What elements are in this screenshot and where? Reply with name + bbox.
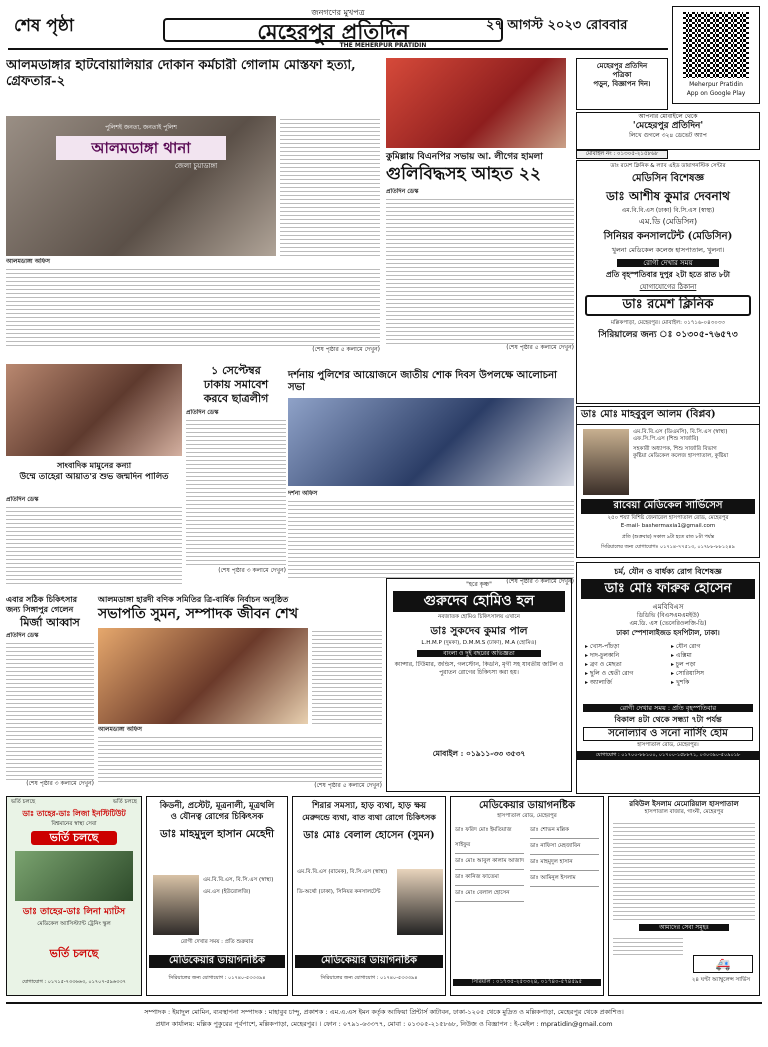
mirza-byline: প্রতিদিন ডেস্ক bbox=[6, 631, 39, 639]
ad-medicare-doctors bbox=[455, 823, 599, 902]
qr-code-icon[interactable] bbox=[683, 12, 749, 78]
ad-belal-center: মেডিকেয়ার ডায়াগনষ্টিক bbox=[295, 955, 443, 968]
tagline: জনগণের মুখপত্র bbox=[311, 8, 365, 17]
ad-ashish bbox=[576, 160, 760, 404]
ad-homeo-sub: নবজাতক হোমিও চিকিৎসালয় এখানে bbox=[438, 614, 520, 620]
ad-liza-banner: ভর্তি চলছে bbox=[31, 831, 117, 845]
ad-hospital-sub: হাসপাতাল বাজার, গাংনী, মেহেরপুর bbox=[644, 808, 724, 815]
ad-hospital bbox=[608, 796, 760, 996]
ad-homeo-body: ক্যান্সার, টিউমার, জন্ডিস, গলস্টোন, কিডনি, মৃগী সহ যাবতীয় জটিল ও পুরাতন রোগের চিকিৎসা করা হয়। bbox=[394, 661, 564, 677]
ad-faruk-clinic: সনোল্যাব ও সনো নার্সিং হোম bbox=[583, 727, 753, 742]
ad-ashish-deg: এম.বি.বি.এস (ঢাকা) বি.সি.এস (স্বাস্থ্য) bbox=[621, 207, 715, 215]
ambulance-icon: 🚑 bbox=[693, 955, 753, 973]
newspaper-subtitle: THE MEHERPUR PRATIDIN bbox=[339, 42, 427, 49]
ad-homeo-phone: মোবাইল : ০১৯১১-৩৩ ৩৫৩৭ bbox=[432, 749, 526, 759]
birthday-byline: প্রতিদিন ডেস্ক bbox=[6, 496, 39, 503]
ad-hospital-service-label: আমাদের সেবা সমূহঃ bbox=[639, 924, 729, 932]
lead-story bbox=[6, 58, 382, 114]
ad-faruk-deg: এমবিবিএস bbox=[652, 603, 684, 612]
app-promo-l2: 'মেহেরপুর প্রতিদিন' bbox=[632, 120, 704, 131]
treatment-item: ▸ এক্সিমা bbox=[671, 651, 692, 659]
ad-hospital-ambulance: ২৪ ঘণ্টা অ্যাম্বুলেন্স সার্ভিস bbox=[691, 977, 751, 983]
birthday-photo bbox=[6, 364, 182, 456]
ad-mehedi-deg2: এম.এস (ইউরোলজি) bbox=[203, 889, 251, 895]
ad-ashish-addr-label: যোগাযোগের ঠিকানা bbox=[639, 282, 697, 291]
ad-mehedi-phone: সিরিয়ালের জন্য যোগাযোগ : ০১৭৪০-৫৩৩৩৯৪ bbox=[168, 975, 266, 981]
newspaper-title: মেহেরপুর প্রতিদিন bbox=[163, 18, 503, 42]
comilla-kicker: কুমিল্লায় বিএনপির সভায় আ. লীগের হামলা bbox=[386, 152, 543, 162]
mirza-story bbox=[6, 594, 94, 788]
comilla-photo bbox=[386, 58, 566, 148]
ad-mehedi-name: ডাঃ মাহমুদুল হাসান মেহেদী bbox=[159, 828, 275, 841]
treatment-item: ▸ খোস-পাঁচড়া bbox=[585, 642, 620, 650]
doctor-list-item: ডাঃ কানিজ ফাতেমা bbox=[455, 870, 524, 886]
mirza-kicker: এবার সঠিক চিকিৎসার bbox=[6, 594, 78, 604]
ad-mahbubul-deg2: এফ.সি.পি.এস (শিশু সার্জারি) bbox=[633, 435, 699, 442]
doctor-list-item: ডাঃ নাফিসা মেহজাবিন bbox=[530, 839, 599, 855]
ad-ashish-spec: মেডিসিন বিশেষজ্ঞ bbox=[631, 172, 705, 184]
samiti-body bbox=[98, 726, 382, 792]
app-line2: App on Google Play bbox=[686, 90, 746, 97]
samiti-byline: আলমডাঙ্গা অফিস bbox=[98, 726, 143, 733]
ad-mehedi-spec: কিডনী, প্রস্টেট, মূত্রনালী, মূত্রথলি bbox=[159, 801, 275, 811]
ad-faruk-hosp: ঢাকা স্পেশালাইজড হসপিটাল, ঢাকা। bbox=[616, 628, 720, 637]
ad-faruk-time-label: রোগী দেখার সময় : প্রতি বৃহস্পতিবার bbox=[583, 704, 753, 712]
chhatraleague-continue: (শেষ পৃষ্ঠার ৩ কলামে দেখুন) bbox=[218, 567, 286, 575]
app-promo-l3: লিখে গুগলে ৩২৪ ডেভেট অ্যাপ bbox=[629, 131, 707, 139]
doctor-photo bbox=[397, 869, 443, 935]
lead-column-right bbox=[280, 116, 380, 256]
mourning-body bbox=[288, 490, 574, 586]
lead-body bbox=[6, 258, 380, 356]
ad-homeo-badge: বাংলা ও দুই বছরের অভিজ্ঞতা bbox=[417, 650, 541, 658]
chhatraleague-h2: ঢাকায় সমাবেশ bbox=[203, 377, 269, 391]
ad-homeo bbox=[386, 578, 572, 792]
ad-mahbubul-email: E-mail- bashermaxia1@gmail.com bbox=[620, 523, 716, 529]
samiti-column bbox=[312, 628, 382, 724]
doctor-list-item: ডাঃ মোঃ আবুল কালাম আজাদ bbox=[455, 854, 524, 870]
photo-sign-sub: জেলা চুয়াডাঙ্গা bbox=[174, 162, 218, 170]
lead-headline: আলমডাঙ্গার হাটবোয়ালিয়ার দোকান কর্মচারী গোলাম মোস্তফা হত্যা, গ্রেফতার-২ bbox=[6, 58, 356, 89]
ad-homeo-top: "হরে কৃষ্ণ" bbox=[466, 581, 492, 588]
ad-mehedi-center: মেডিকেয়ার ডায়াগনষ্টিক bbox=[149, 955, 285, 968]
chhatraleague-story bbox=[186, 364, 286, 575]
ad-mahbubul-deg: এম.বি.বি.এস (ডিএমসি), বি.সি.এস (স্বাস্থ্য) bbox=[633, 429, 728, 435]
chhatraleague-kicker: ১ সেপ্টেম্বর bbox=[211, 364, 261, 377]
ad-liza-inst: ডাঃ তাহের-ডাঃ লিজা ইনস্টিটিউট bbox=[22, 809, 126, 818]
ad-belal-deg2: ডি-অর্থো (ঢাকা), সিনিয়র কনসালটেন্ট bbox=[297, 889, 381, 895]
photo-sign-top: পুলিশই জনতা, জনতাই পুলিশ bbox=[105, 124, 177, 131]
ad-mahbubul-hosp: কুষ্টিয়া মেডিকেল কলেজ হাসপাতাল, কুষ্টিয়া bbox=[633, 452, 729, 459]
ad-belal-deg: এম.বি.বি.এস (রামেক), বি.সি.এস (স্বাস্থ্য) bbox=[297, 869, 388, 875]
samiti-photo bbox=[98, 628, 308, 724]
ad-faruk-deg3: এম.ডি. এস (ভেনেরিওলজি-ডি) bbox=[629, 619, 707, 627]
comilla-body bbox=[386, 188, 574, 354]
treatment-item: ▸ সোরিয়াসিস bbox=[671, 669, 704, 677]
ad-medicare-sub: হাসপাতাল রোড, মেহেরপুর bbox=[497, 812, 557, 819]
treatment-item: ▸ ছুলি ও শ্বেতী রোগ bbox=[585, 669, 634, 677]
mourning-photo bbox=[288, 398, 574, 486]
ad-mahbubul bbox=[576, 406, 760, 558]
ad-ashish-time-label: রোগী দেখার সময় bbox=[617, 259, 719, 268]
ad-liza-phone: যোগাযোগ : ০১৭১৫-৭৩৩৬৬৩, ০১৭০৭-৫৯৬৩৩৭ bbox=[22, 979, 126, 985]
section-label: শেষ পৃষ্ঠা bbox=[14, 16, 74, 36]
comilla-byline: প্রতিদিন ডেস্ক bbox=[386, 188, 419, 195]
mirza-continue: (শেষ পৃষ্ঠার ৩ কলামে দেখুন) bbox=[26, 779, 94, 787]
footer-line1: সম্পাদক : ইয়াদুল মোমিন, ব্যবস্থাপনা সম্পাদক : মাহাবুব চান্দু, প্রকাশক : এম.এ.এস ইমন কর্তৃক আফিয়া প্রিন্টার্স কাটাবন, ঢাকা-১২০৫ থেকে মুদ্রিত ও মল্লিকপাড়া, মেহেরপুর থেকে প্রকাশিত। bbox=[144, 1008, 624, 1016]
promo-line1: মেহেরপুর প্রতিদিন bbox=[596, 61, 648, 70]
ad-ashish-serial: সিরিয়ালের জন্য ঃ ০১৩০৫-৭৬৫৭৩ bbox=[598, 329, 738, 340]
promo-mobile: মোবাইল নং : ০১৩০৫-২১৫৮৬৮ bbox=[576, 150, 668, 159]
mirza-kicker2: জন্য সিঙ্গাপুর গেলেন bbox=[6, 604, 74, 614]
treatment-item: ▸ ব্রণ ও মেছতা bbox=[585, 660, 622, 668]
ad-belal-spec2: মেরুদন্ডে ব্যথা, বাত ব্যথা রোগে চিকিৎসক bbox=[302, 811, 436, 822]
doctor-list-item: ডাঃ শোভন মল্লিক bbox=[530, 823, 599, 839]
doctor-list-item: ডাঃ ফরিদ মোঃ ইমতিয়াজ সাইফুর bbox=[455, 823, 524, 854]
mourning-continue: (শেষ পৃষ্ঠার ৩ কলামে দেখুন) bbox=[506, 578, 574, 586]
photo-sign: আলমডাঙ্গা থানা bbox=[56, 136, 226, 160]
treatment-item: ▸ খুশকি bbox=[671, 678, 690, 686]
treatment-item: ▸ দাদ-চুলকানি bbox=[585, 651, 620, 659]
samiti-kicker: আলমডাঙ্গা হারদী বণিক সমিতির ত্রি-বার্ষিক নির্বাচন অনুষ্ঠিত bbox=[98, 594, 289, 604]
ad-mehedi-deg: এম.বি.বি.এস, বি.সি.এস (স্বাস্থ্য) bbox=[203, 877, 274, 883]
doctor-photo bbox=[153, 875, 199, 935]
ad-mahbubul-addr: ২৫০ শয্যা বিশিষ্ট জেনারেল হাসপাতাল রোড, মেহেরপুর bbox=[607, 515, 729, 521]
birthday-body bbox=[6, 496, 182, 586]
ad-faruk-spec: চর্ম, যৌন ও বার্ধক্য রোগ বিশেষজ্ঞ bbox=[614, 566, 722, 576]
chhatraleague-byline: প্রতিদিন ডেস্ক bbox=[186, 409, 219, 417]
doctor-list-item: ডাঃ মাহমুদুল হাসান bbox=[530, 855, 599, 871]
ad-faruk-time: বিকাল ৪টা থেকে সন্ধ্যা ৭টা পর্যন্ত bbox=[614, 713, 722, 724]
ad-mehedi bbox=[146, 796, 288, 996]
samiti-continue: (শেষ পৃষ্ঠার ৫ কলামে দেখুন) bbox=[314, 782, 382, 790]
mourning-byline: দর্শনা অফিস bbox=[288, 490, 318, 497]
ad-ashish-post: সিনিয়র কনসালটেন্ট (মেডিসিন) bbox=[603, 230, 733, 242]
mirza-headline: মির্জা আব্বাস bbox=[20, 616, 80, 629]
app-promo bbox=[576, 112, 760, 150]
ad-homeo-name: গুরুদেব হোমিও হল bbox=[393, 591, 565, 613]
chhatraleague-h3: করবে ছাত্রলীগ bbox=[203, 391, 269, 405]
ad-mahbubul-name: ডাঃ মোঃ মাহবুবুল আলম (বিপ্লব) bbox=[577, 407, 759, 425]
ad-liza-tag2: ভর্তি চলছে bbox=[112, 799, 137, 805]
comilla-headline: গুলিবিদ্ধসহ আহত ২২ bbox=[386, 164, 542, 184]
ad-ashish-hosp: খুলনা মেডিকেল কলেজ হাসপাতাল, খুলনা। bbox=[611, 246, 725, 255]
promo-line2: পত্রিকা bbox=[612, 69, 632, 79]
ad-mahbubul-post: সহকারী অধ্যাপক, শিশু সার্জারি বিভাগ bbox=[633, 445, 717, 452]
ad-ashish-clinic: ডাঃ রমেশ ক্লিনিক bbox=[585, 295, 751, 315]
samiti-headline: সভাপতি সুমন, সম্পাদক জীবন শেখ bbox=[98, 606, 299, 622]
treatment-item: ▸ অ্যালার্জি bbox=[585, 678, 612, 686]
promo-box bbox=[576, 58, 668, 110]
ad-liza-sub: বিশ্বমানের স্বাস্থ্য সেবা bbox=[51, 821, 97, 827]
ad-ashish-top: ডাঃ রমেশ ক্লিনিক & ল্যাব এইড ডায়াগনস্টিক সেন্টার bbox=[610, 163, 726, 169]
ad-ashish-md: এম.ডি (মেডিসিন) bbox=[638, 216, 698, 226]
ad-belal-phone: সিরিয়ালের জন্য যোগাযোগ : ০১৭৪০-৫৩৩৩৯৪ bbox=[320, 975, 418, 981]
ad-belal bbox=[292, 796, 446, 996]
ad-medicare bbox=[450, 796, 604, 996]
ad-liza-name: ডাঃ তাহের-ডাঃ লিনা ম্যাটস bbox=[22, 907, 126, 917]
ad-mehedi-spec2: ও যৌনত্ব রোগের চিকিৎসক bbox=[170, 811, 264, 822]
ad-ashish-name: ডাঃ আশীষ কুমার দেবনাথ bbox=[606, 189, 730, 204]
ad-homeo-deg: L.H.M.P (দুমকা), D.M.M.S (ঢাকা), M.A (হোমিও) bbox=[421, 640, 537, 646]
ad-medicare-title: মেডিকেয়ার ডায়াগনষ্টিক bbox=[478, 800, 576, 811]
birthday-headline: উম্মে তাহেরা আয়াত'র শুভ জন্মদিন পালিত bbox=[19, 472, 169, 482]
doctor-list-item: ডাঃ আমিনুল ইসলাম bbox=[530, 871, 599, 887]
ad-ashish-addr: মল্লিকপাড়া, মেহেরপুর। মোবাইল: ০১৭১৬-০৪৩০৩৩ bbox=[610, 319, 725, 326]
ad-hospital-title: রবিউল ইসলাম মেমোরিয়াল হাসপাতাল bbox=[629, 799, 739, 808]
ad-homeo-doctor: ডাঃ সুকদেব কুমার পাল bbox=[430, 624, 528, 637]
lead-photo bbox=[6, 116, 276, 256]
lead-byline: আলমডাঙ্গা অফিস bbox=[6, 258, 51, 265]
ad-liza-course: মেডিকেল অ্যাসিস্ট্যান্ট ট্রেনিং স্কুল bbox=[37, 921, 111, 927]
ad-mahbubul-clinic: রাবেয়া মেডিকেল সার্ভিসেস bbox=[581, 499, 755, 514]
ad-ashish-time: প্রতি বৃহস্পতিবার দুপুর ২টা হতে রাত ৮টা bbox=[606, 270, 730, 280]
ad-faruk-phone: যোগাযোগ : ০১৭০০-৮৮১০০, ০১৭০০-১৫৮৮৭১, ০৩০৩৯০-৫০৯০১৮ bbox=[577, 751, 759, 759]
comilla-continue: (শেষ পৃষ্ঠার ৫ কলামে দেখুন) bbox=[506, 344, 574, 352]
ad-belal-spec: শিরার সমস্যা, হাড় ব্যথা, হাড় ক্ষয় bbox=[312, 801, 426, 811]
ad-faruk-clinic-sub: হাসপাতাল রোড, মেহেরপুর। bbox=[637, 742, 699, 749]
ad-liza-tag1: ভর্তি চলছে bbox=[11, 799, 36, 805]
ad-mahbubul-serial: সিরিয়ালের জন্য যোগাযোগঃ ০১৭১৪-৭৭৫১৩, ০১৭৮৮-৮৮১২৪৯ bbox=[601, 544, 735, 550]
ad-belal-name: ডাঃ মোঃ বেলাল হোসেন (সুমন) bbox=[303, 829, 435, 841]
promo-line3: পড়ুন, বিজ্ঞাপন দিন। bbox=[593, 78, 651, 88]
mourning-headline: দর্শনায় পুলিশের আয়োজনে জাতীয় শোক দিবস উপলক্ষে আলোচনা সভা bbox=[288, 370, 557, 393]
ad-faruk-deg2: ডিডিভি (বিএসএমএমইউ) bbox=[636, 612, 700, 619]
app-qr-box[interactable] bbox=[672, 6, 760, 104]
birthday-kicker: সাংবাদিক মামুনের কন্যা bbox=[56, 460, 132, 470]
app-line1: Meherpur Pratidin bbox=[689, 81, 743, 88]
lead-continue: (শেষ পৃষ্ঠার ৫ কলামে দেখুন) bbox=[312, 346, 380, 354]
ad-liza-banner2: ভর্তি চলছে bbox=[49, 947, 99, 960]
ad-liza bbox=[6, 796, 142, 996]
ad-liza-photo bbox=[15, 851, 133, 901]
ad-faruk-name: ডাঃ মোঃ ফারুক হোসেন bbox=[581, 579, 755, 599]
ad-mahbubul-time: প্রতি (শুক্রবার) সকাল ৯টা হতে রাত ৮টা পর্যন্ত bbox=[621, 534, 715, 540]
masthead bbox=[8, 6, 668, 50]
imprint-footer bbox=[6, 1002, 762, 1040]
treatment-item: ▸ চুল পড়া bbox=[671, 660, 696, 668]
doctor-list-item: ডাঃ মোঃ বেলাল হোসেন bbox=[455, 886, 524, 902]
treatment-item: ▸ যৌন রোগ bbox=[671, 642, 701, 650]
ad-faruk bbox=[576, 562, 760, 794]
issue-date: ২৭ আগস্ট ২০২৩ রোববার bbox=[486, 18, 628, 33]
ad-medicare-serial: সিরিয়াল : ০১৭৩৫-২৫৩৩২৪, ০১৭৪০-৫৭৪৫৯৫ bbox=[453, 979, 601, 986]
ad-mehedi-time: রোগী দেখার সময় : প্রতি শুক্রবার bbox=[180, 939, 254, 945]
ad-faruk-treatments bbox=[585, 642, 751, 702]
footer-line2: প্রধান কার্যালয়: মল্লিক পুকুরের পূর্বপাশে, মল্লিকপাড়া, মেহেরপুর। । ফোন : ০৭৯১-৬৩৩৭৭, মোবা : ০১৩০৫-২১৫৮৬৮, নিউজ ও বিজ্ঞাপন : ই-মেইল : mpratidin@gmail.com bbox=[155, 1020, 613, 1029]
doctor-photo bbox=[583, 429, 629, 495]
app-promo-l1: আপনার মোবাইলে থেকে bbox=[638, 113, 698, 120]
